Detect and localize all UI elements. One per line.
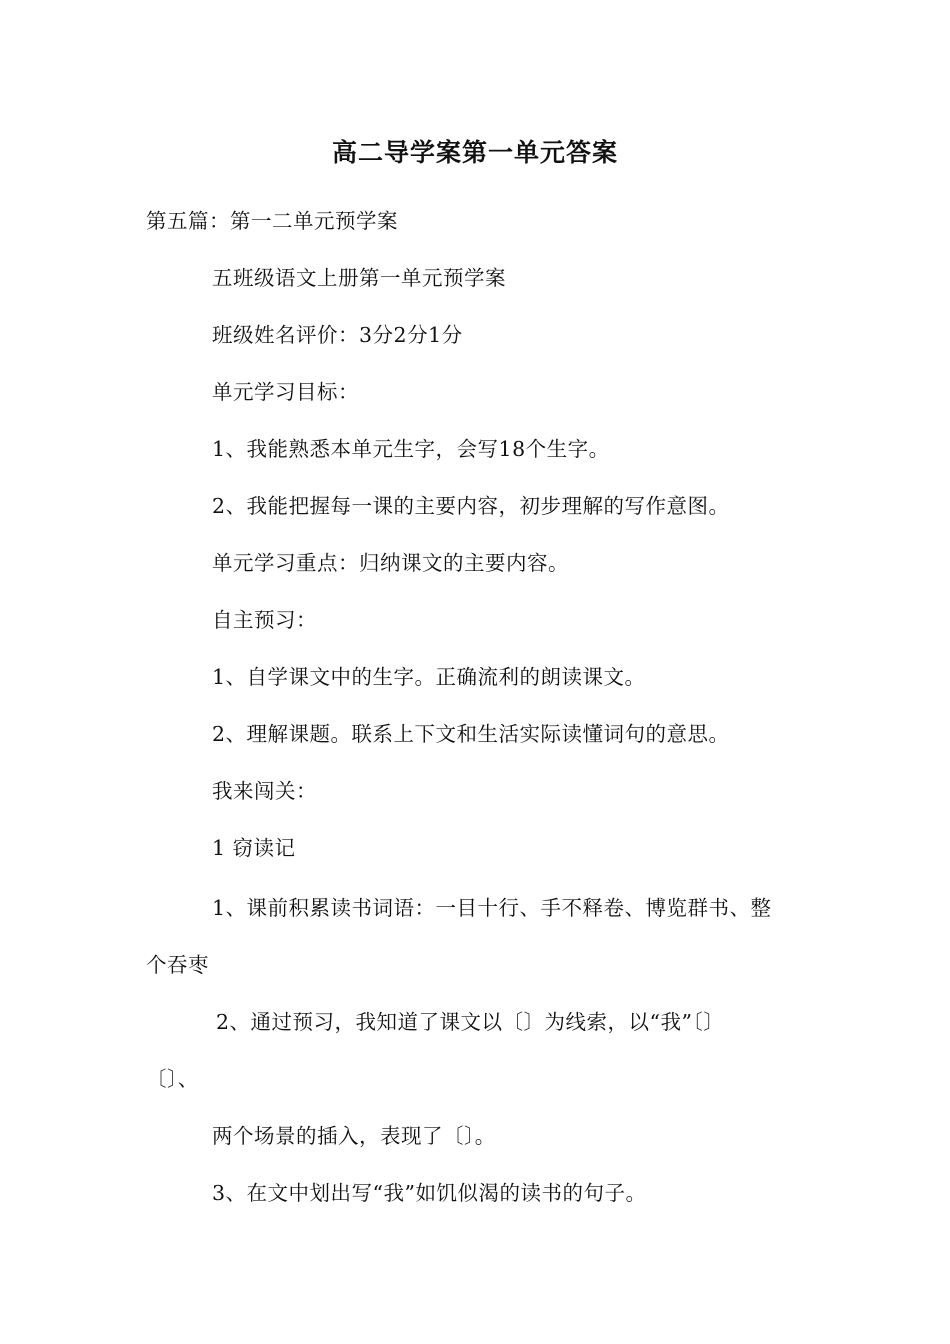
document-title: 高二导学案第一单元答案 (331, 138, 618, 167)
paragraph-line: 个吞枣 (146, 953, 209, 977)
paragraph-line: 两个场景的插入，表现了〔〕。 (212, 1124, 496, 1148)
paragraph-line: 2、通过预习，我知道了课文以〔〕为线索，以“我”〔〕 (216, 1010, 725, 1034)
paragraph-line: 1 窃读记 (212, 836, 296, 860)
paragraph-line: 1、自学课文中的生字。正确流利的朗读课文。 (212, 665, 646, 689)
paragraph-line: 单元学习重点：归纳课文的主要内容。 (212, 551, 569, 575)
paragraph-line: 3、在文中划出写“我”如饥似渴的读书的句子。 (212, 1181, 647, 1205)
paragraph-line: 2、我能把握每一课的主要内容，初步理解的写作意图。 (212, 494, 730, 518)
paragraph-line: 班级姓名评价：3分2分1分 (212, 323, 463, 347)
section-heading: 第五篇：第一二单元预学案 (146, 209, 398, 233)
paragraph-line: 2、理解课题。联系上下文和生活实际读懂词句的意思。 (212, 722, 730, 746)
paragraph-line: 〔〕、 (146, 1067, 199, 1091)
paragraph-line: 单元学习目标： (212, 380, 359, 404)
paragraph-line: 1、课前积累读书词语：一目十行、手不释卷、博览群书、整 (212, 896, 772, 920)
paragraph-line: 五班级语文上册第一单元预学案 (212, 266, 506, 290)
paragraph-line: 自主预习： (212, 608, 317, 632)
paragraph-line: 我来闯关： (212, 779, 317, 803)
paragraph-line: 1、我能熟悉本单元生字，会写18个生字。 (212, 437, 610, 461)
